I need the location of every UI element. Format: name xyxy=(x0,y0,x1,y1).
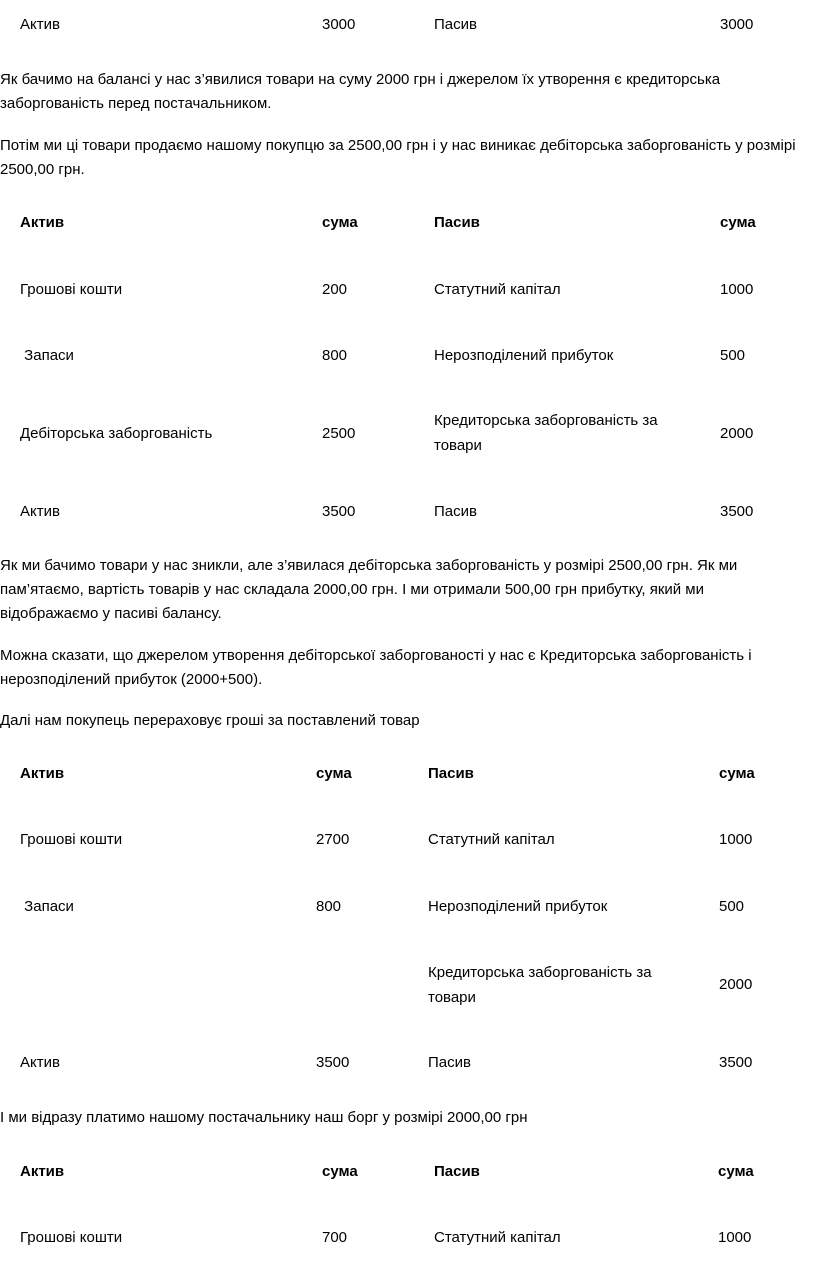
paragraph: Далі нам покупець перераховує гроші за поставлений товар xyxy=(0,712,420,729)
asset-name: Грошові кошти xyxy=(20,831,123,848)
liability-sum: 500 xyxy=(719,898,745,915)
header-passive: Пасив xyxy=(434,1163,480,1180)
liability-sum: 500 xyxy=(720,347,746,364)
liability-sum: 2000 xyxy=(719,976,753,993)
paragraph: Як бачимо на балансі у нас з’явилися товари на суму 2000 грн і джерелом їх утворення є кредиторська заборгованість перед постачальником. xyxy=(0,71,721,112)
total-sum: 3500 xyxy=(719,1054,753,1071)
table-header xyxy=(0,211,816,235)
table-row xyxy=(0,500,816,524)
asset-sum: 800 xyxy=(322,347,348,364)
header-sum: сума xyxy=(718,1163,754,1180)
asset-name: Запаси xyxy=(20,898,74,915)
asset-name: Дебіторська заборгованість xyxy=(20,425,213,442)
header-sum: сума xyxy=(322,214,358,231)
table-row xyxy=(0,412,816,454)
liability-name: Статутний капітал xyxy=(434,281,561,298)
header-sum: сума xyxy=(719,765,755,782)
asset-name: Запаси xyxy=(20,347,74,364)
total-label: Пасив xyxy=(434,503,477,520)
header-active: Актив xyxy=(20,1163,65,1180)
asset-sum: 2500 xyxy=(322,425,356,442)
liability-sum: 1000 xyxy=(718,1229,752,1246)
table-row xyxy=(0,344,816,368)
liability-sum: 2000 xyxy=(720,425,754,442)
paragraph: Можна сказати, що джерелом утворення дебіторської заборгованості у нас є Кредиторська заборгованість і нерозподілений прибуток (2000+500). xyxy=(0,647,752,688)
total-sum: 3500 xyxy=(322,503,356,520)
active-label: Актив xyxy=(20,16,60,33)
liability-name: Статутний капітал xyxy=(434,1229,561,1246)
table-row xyxy=(0,278,816,302)
table-row xyxy=(0,1226,816,1250)
asset-name: Грошові кошти xyxy=(20,281,123,298)
asset-sum: 2700 xyxy=(316,831,350,848)
asset-sum: 700 xyxy=(322,1229,348,1246)
asset-sum: 800 xyxy=(316,898,342,915)
liability-name: Статутний капітал xyxy=(428,831,555,848)
asset-sum: 200 xyxy=(322,281,348,298)
header-sum: сума xyxy=(316,765,352,782)
header-active: Актив xyxy=(20,214,65,231)
table-row xyxy=(0,828,816,852)
paragraph: Як ми бачимо товари у нас зникли, але з’явилася дебіторська заборгованість у розмірі 2500,00 грн. Як ми пам’ятаємо, вартість товарів у нас складала 2000,00 грн. І ми отримали 500,00 грн прибутку, який ми відображаємо у пасиві балансу. xyxy=(0,557,738,622)
header-sum: сума xyxy=(322,1163,358,1180)
table-header xyxy=(0,1160,816,1184)
total-label: Пасив xyxy=(428,1054,471,1071)
table-row xyxy=(0,964,816,1006)
liability-name: Нерозподілений прибуток xyxy=(428,898,608,915)
paragraph: Потім ми ці товари продаємо нашому покупцю за 2500,00 грн і у нас виникає дебіторська заборгованість у розмірі 2500,00 грн. xyxy=(0,137,796,178)
paragraph: І ми відразу платимо нашому постачальнику наш борг у розмірі 2000,00 грн xyxy=(0,1109,528,1126)
total-sum: 3500 xyxy=(720,503,754,520)
header-sum: сума xyxy=(720,214,756,231)
liability-name: Нерозподілений прибуток xyxy=(434,347,614,364)
table-header xyxy=(0,762,816,786)
total-label: Актив xyxy=(20,1054,60,1071)
passive-label: Пасив xyxy=(434,16,477,33)
total-sum: 3500 xyxy=(316,1054,350,1071)
liability-sum: 1000 xyxy=(720,281,754,298)
liability-sum: 1000 xyxy=(719,831,753,848)
header-passive: Пасив xyxy=(428,765,474,782)
liability-name: Кредиторська заборгованість за товари xyxy=(428,964,652,1006)
asset-name: Грошові кошти xyxy=(20,1229,123,1246)
table-row xyxy=(0,895,816,919)
top-totals-row xyxy=(0,13,816,37)
header-passive: Пасив xyxy=(434,214,480,231)
liability-name: Кредиторська заборгованість за товари xyxy=(434,412,658,454)
table-row xyxy=(0,1051,816,1075)
total-label: Актив xyxy=(20,503,60,520)
active-value: 3000 xyxy=(322,16,356,33)
header-active: Актив xyxy=(20,765,65,782)
passive-value: 3000 xyxy=(720,16,754,33)
